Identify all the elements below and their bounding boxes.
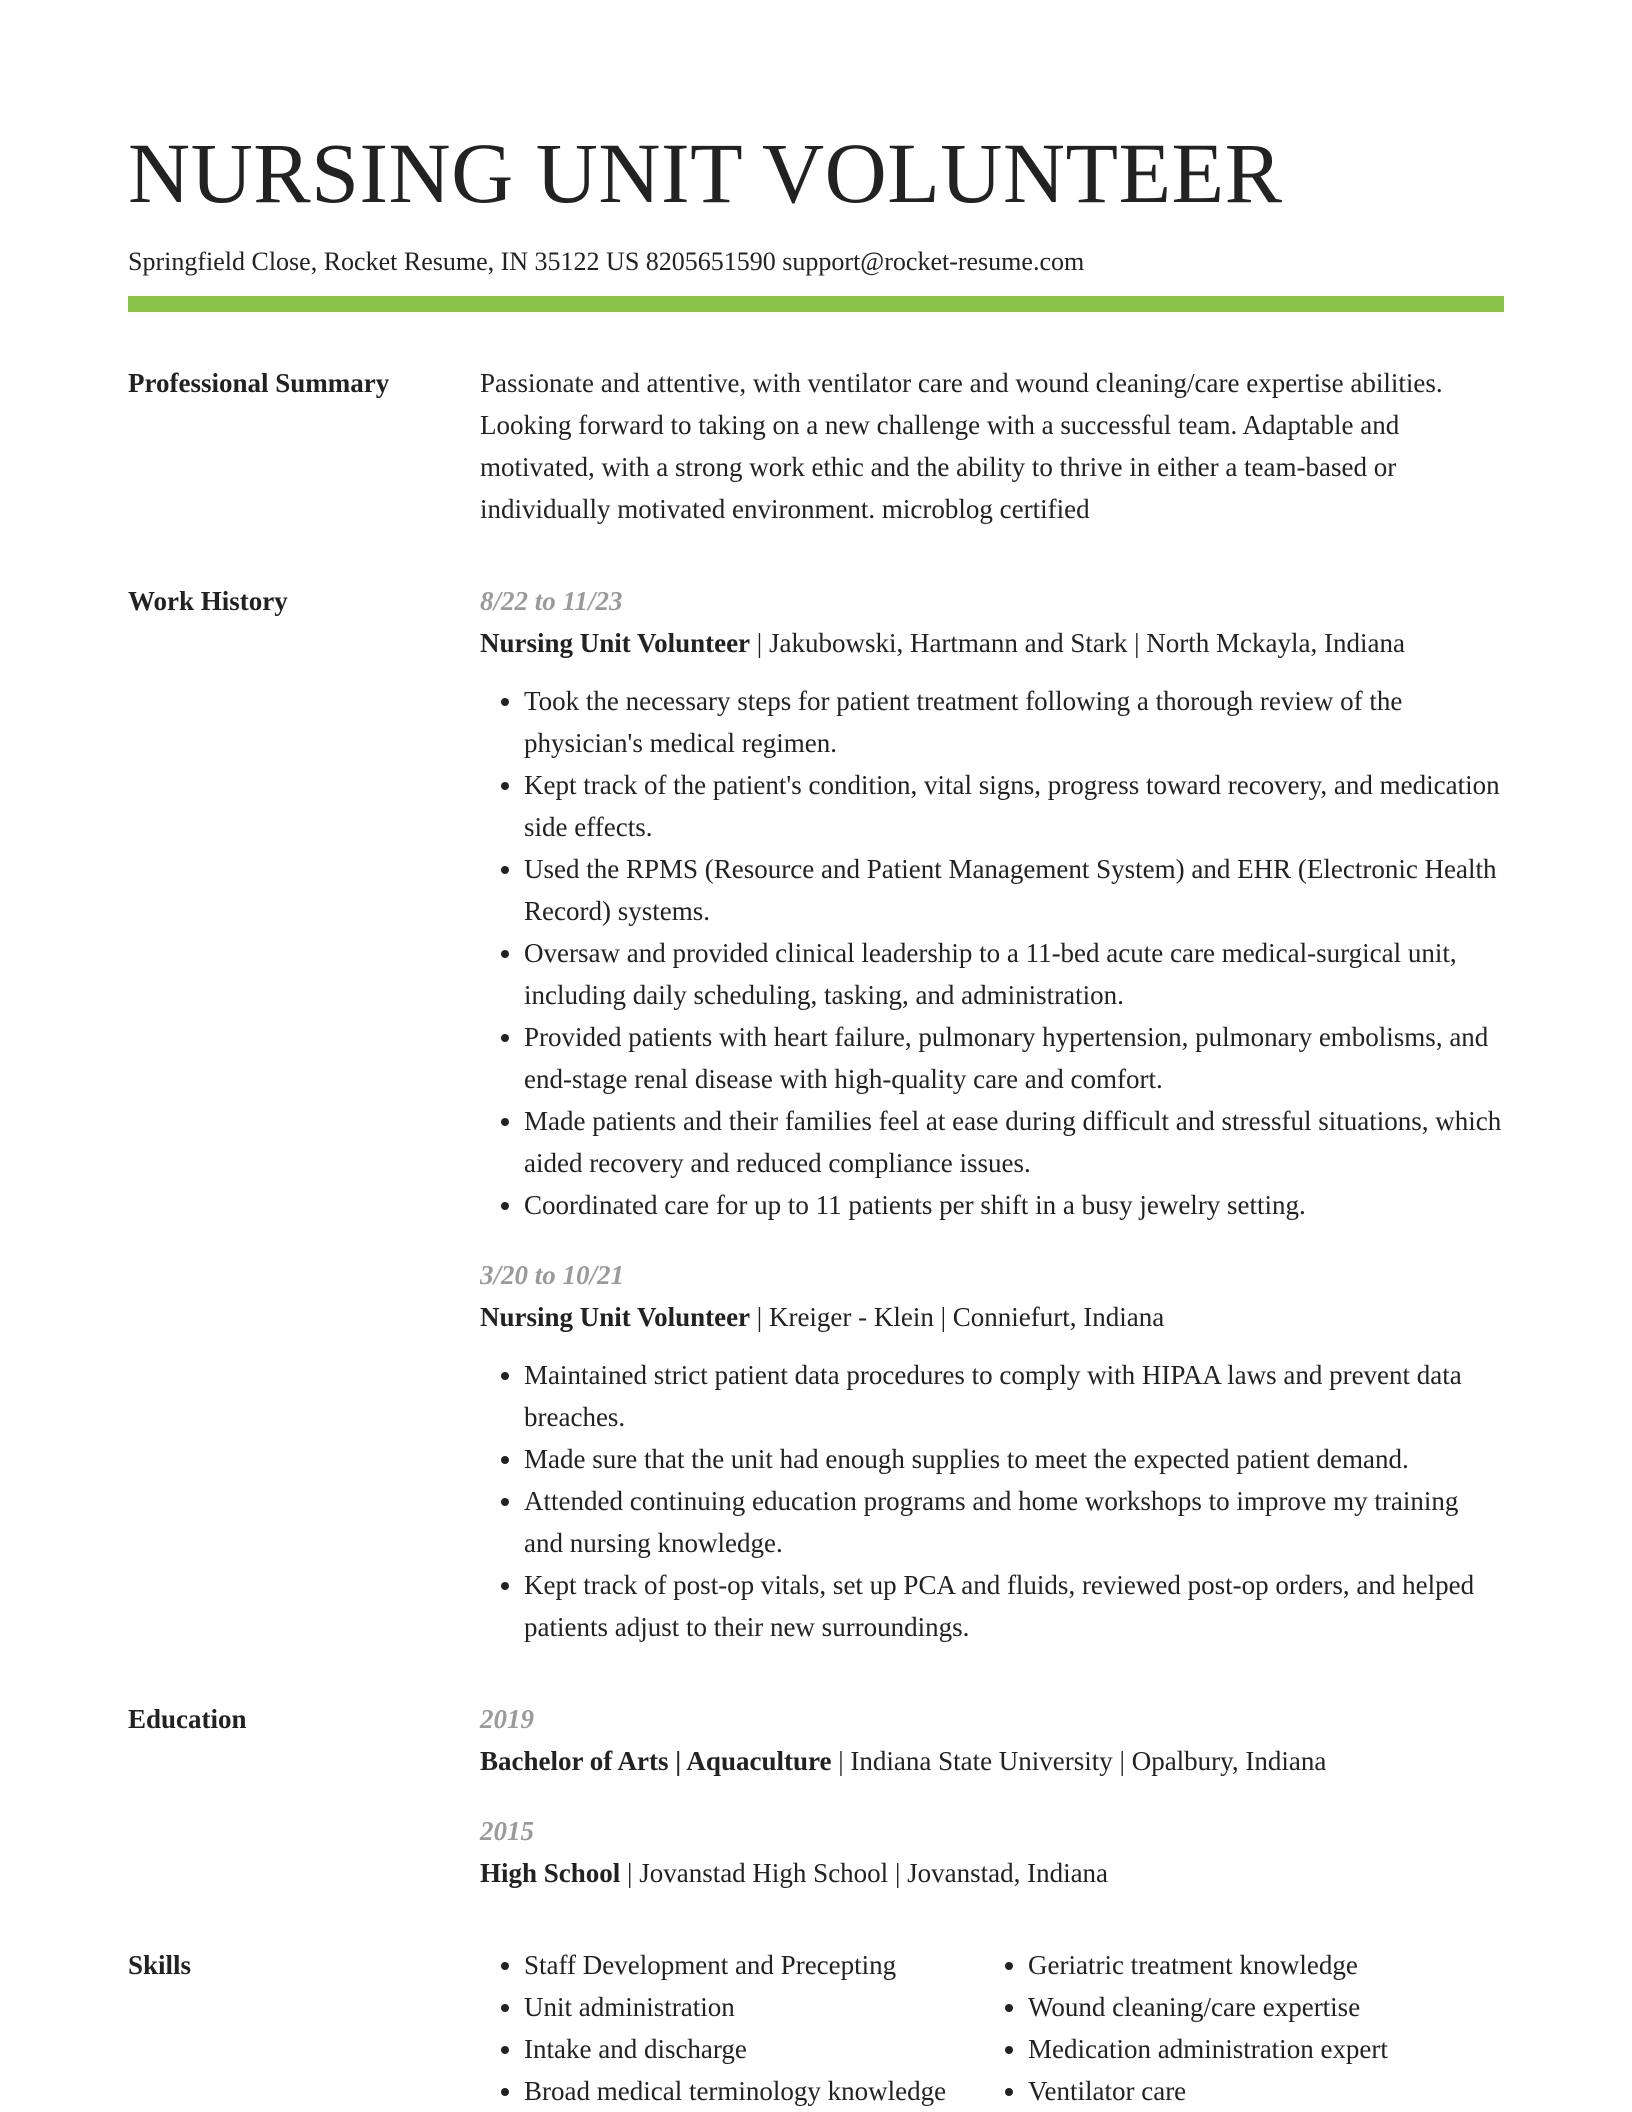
list-item: • Staff Development and Precepting — [524, 1944, 984, 1986]
list-item: • Used the RPMS (Resource and Patient Management System) and EHR (Electronic Health Record) systems. — [524, 848, 1504, 932]
skills-columns — [480, 1944, 1504, 2112]
list-item: • Geriatric treatment knowledge — [1028, 1944, 1388, 1986]
job-details: | Jakubowski, Hartmann and Stark | North Mckayla, Indiana — [750, 628, 1405, 658]
skills-list-right — [984, 1944, 1388, 2112]
education-year: 2015 — [480, 1816, 534, 1846]
school-details: | Indiana State University | Opalbury, Indiana — [831, 1746, 1327, 1776]
job-dates: 3/20 to 10/21 — [480, 1260, 625, 1290]
education-year: 2019 — [480, 1704, 534, 1734]
education-line — [480, 1852, 1504, 1894]
resume-name: NURSING UNIT VOLUNTEER — [128, 125, 1283, 221]
degree: Bachelor of Arts | Aquaculture — [480, 1746, 832, 1776]
work-history-section — [128, 580, 1504, 1648]
phone: 8205651590 — [645, 247, 776, 276]
education-section — [128, 1698, 1504, 1894]
education-entry — [480, 1810, 1504, 1894]
job-details: | Kreiger - Klein | Conniefurt, Indiana — [750, 1302, 1165, 1332]
list-item: • Ventilator care — [1028, 2070, 1388, 2112]
list-item: • Unit administration — [524, 1986, 984, 2028]
list-item: • Medication administration expert — [1028, 2028, 1388, 2070]
list-item: • Attended continuing education programs and home workshops to improve my training and nursing knowledge. — [524, 1480, 1504, 1564]
job-dates: 8/22 to 11/23 — [480, 586, 623, 616]
education-heading: Education — [128, 1704, 247, 1734]
list-item: • Took the necessary steps for patient treatment following a thorough review of the physician's medical regimen. — [524, 680, 1504, 764]
skills-heading: Skills — [128, 1950, 192, 1980]
school-details: | Jovanstad High School | Jovanstad, Indiana — [620, 1858, 1109, 1888]
summary-section — [128, 362, 1504, 530]
list-item: • Provided patients with heart failure, pulmonary hypertension, pulmonary embolisms, and end-stage renal disease with high-quality care and comfort. — [524, 1016, 1504, 1100]
contact-line — [128, 244, 1504, 280]
list-item: • Coordinated care for up to 11 patients per shift in a busy jewelry setting. — [524, 1184, 1504, 1226]
list-item: • Oversaw and provided clinical leadership to a 11-bed acute care medical-surgical unit, including daily scheduling, tasking, and administration. — [524, 932, 1504, 1016]
list-item: • Made sure that the unit had enough supplies to meet the expected patient demand. — [524, 1438, 1504, 1480]
address: Springfield Close, Rocket Resume, IN 35122 US — [128, 247, 640, 276]
list-item: • Intake and discharge — [524, 2028, 984, 2070]
job-title-line — [480, 1296, 1504, 1338]
job-bullets — [480, 680, 1504, 1226]
resume-page — [128, 118, 1504, 2112]
list-item: • Broad medical terminology knowledge — [524, 2070, 984, 2112]
list-item: • Made patients and their families feel at ease during difficult and stressful situations, which aided recovery and reduced compliance issues. — [524, 1100, 1504, 1184]
job-title-line — [480, 622, 1504, 664]
job-bullets — [480, 1354, 1504, 1648]
accent-rule — [128, 296, 1504, 312]
job-role: Nursing Unit Volunteer — [480, 628, 751, 658]
job-role: Nursing Unit Volunteer — [480, 1302, 751, 1332]
skills-list-left — [480, 1944, 984, 2112]
list-item: • Kept track of post-op vitals, set up PCA and fluids, reviewed post-op orders, and helped patients adjust to their new surroundings. — [524, 1564, 1504, 1648]
skills-section — [128, 1944, 1504, 2112]
summary-heading: Professional Summary — [128, 368, 390, 398]
education-entry — [480, 1698, 1504, 1782]
list-item: • Maintained strict patient data procedures to comply with HIPAA laws and prevent data breaches. — [524, 1354, 1504, 1438]
education-line — [480, 1740, 1504, 1782]
degree: High School — [480, 1858, 621, 1888]
job-entry — [480, 580, 1504, 1226]
list-item: • Wound cleaning/care expertise — [1028, 1986, 1388, 2028]
email: support@rocket-resume.com — [782, 247, 1085, 276]
summary-text: Passionate and attentive, with ventilator care and wound cleaning/care expertise abilities. Looking forward to taking on a new challenge with a successful team. Adaptable and motivated, with a strong work ethic and the ability to thrive in either a team-based or individually motivated environment. microblog certified — [480, 368, 1443, 524]
work-history-heading: Work History — [128, 586, 288, 616]
job-entry — [480, 1254, 1504, 1648]
list-item: • Kept track of the patient's condition, vital signs, progress toward recovery, and medication side effects. — [524, 764, 1504, 848]
